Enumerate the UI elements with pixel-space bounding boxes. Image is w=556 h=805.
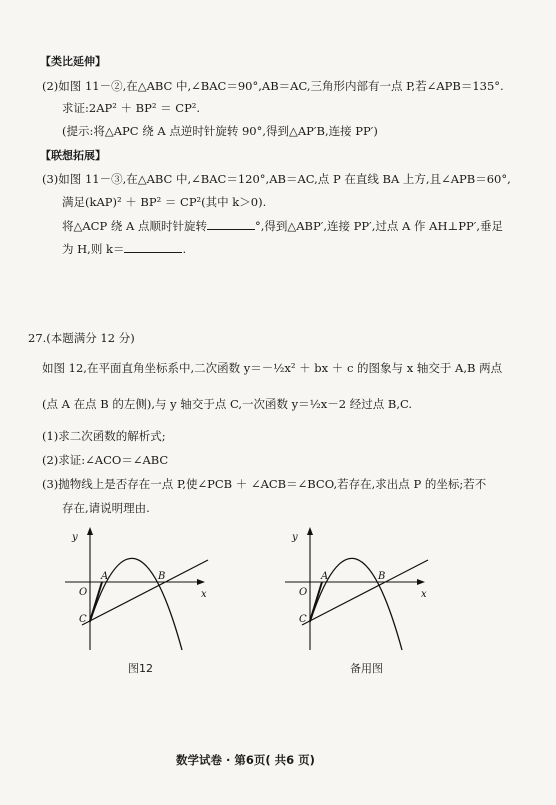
x-axis-arrow bbox=[417, 579, 425, 585]
question-27-part-3-line-2: 存在,请说明理由. bbox=[62, 501, 150, 515]
label-a: A bbox=[321, 571, 329, 582]
label-y: y bbox=[292, 532, 298, 543]
question-3-line-4 bbox=[62, 240, 186, 257]
question-27-part-3-line-1: (3)抛物线上是否存在一点 P,使∠PCB ＋ ∠ACB＝∠BCO,若存在,求出点 P 的坐标;若不 bbox=[42, 477, 487, 491]
y-axis-arrow bbox=[87, 527, 93, 535]
figure-12-caption: 图12 bbox=[128, 662, 153, 675]
x-axis-arrow bbox=[197, 579, 205, 585]
label-c: C bbox=[79, 614, 87, 625]
question-27-part-2: (2)求证:∠ACO＝∠ABC bbox=[42, 453, 169, 467]
question-3-line-3-end: °,得到△ABP′,连接 PP′,过点 A 作 AH⊥PP′,垂足 bbox=[254, 219, 504, 233]
question-27-line-1: 如图 12,在平面直角坐标系中,二次函数 y＝－½x² ＋ bx ＋ c 的图象与 x 轴交于 A,B 两点 bbox=[42, 361, 503, 375]
label-x: x bbox=[421, 589, 427, 600]
answer-blank-angle[interactable] bbox=[207, 217, 255, 230]
label-c: C bbox=[299, 614, 307, 625]
label-origin: O bbox=[79, 587, 88, 598]
y-axis-arrow bbox=[307, 527, 313, 535]
question-2-hint: (提示:将△APC 绕 A 点逆时针旋转 90°,得到△AP′B,连接 PP′) bbox=[62, 124, 378, 138]
spare-figure bbox=[280, 522, 430, 657]
question-3-line-1: (3)如图 11－③,在△ABC 中,∠BAC＝120°,AB＝AC,点 P 在直线 BA 上方,且∠APB＝60°, bbox=[42, 172, 511, 186]
label-x: x bbox=[201, 589, 207, 600]
question-3-line-3-start: 将△ACP 绕 A 点顺时针旋转 bbox=[62, 219, 207, 233]
question-3-line-4-start: 为 H,则 k＝ bbox=[62, 242, 125, 256]
question-27-line-2: (点 A 在点 B 的左侧),与 y 轴交于点 C,一次函数 y＝½x－2 经过点 B,C. bbox=[42, 397, 413, 411]
section-tag-extension: 【联想拓展】 bbox=[40, 149, 106, 162]
question-27-header: 27.(本题满分 12 分) bbox=[28, 331, 135, 345]
question-3-line-3 bbox=[62, 217, 503, 234]
question-3-line-2: 满足(kAP)² ＋ BP² ＝ CP²(其中 k＞0). bbox=[62, 195, 267, 209]
label-b: B bbox=[378, 571, 386, 582]
question-3-line-4-end: . bbox=[182, 242, 187, 256]
label-y: y bbox=[72, 532, 78, 543]
answer-blank-k[interactable] bbox=[124, 240, 182, 253]
page-footer: 数学试卷 · 第6页( 共6 页) bbox=[176, 753, 315, 767]
question-2-line-2: 求证:2AP² ＋ BP² ＝ CP². bbox=[62, 101, 201, 115]
question-2-line-1: (2)如图 11－②,在△ABC 中,∠BAC＝90°,AB＝AC,三角形内部有一点 P,若∠APB＝135°. bbox=[42, 79, 504, 93]
figure-12 bbox=[60, 522, 210, 657]
section-tag-analogy: 【类比延伸】 bbox=[40, 55, 106, 68]
label-b: B bbox=[158, 571, 166, 582]
label-a: A bbox=[101, 571, 109, 582]
question-27-part-1: (1)求二次函数的解析式; bbox=[42, 429, 166, 443]
label-origin: O bbox=[299, 587, 308, 598]
spare-figure-caption: 备用图 bbox=[350, 662, 383, 675]
